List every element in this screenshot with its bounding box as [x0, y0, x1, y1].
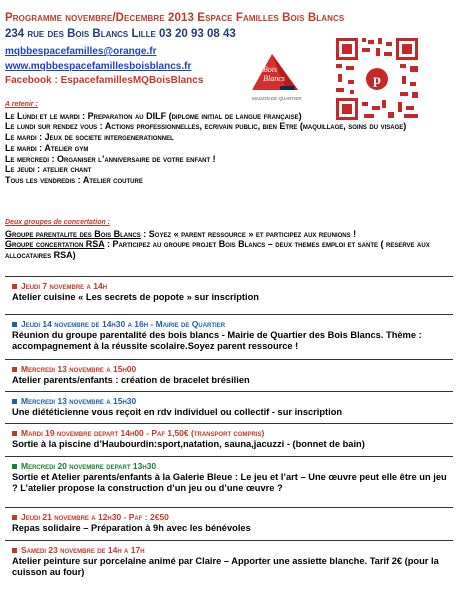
event-text: Atelier cuisine « Les secrets de popote » sur inscription	[12, 292, 259, 302]
divider	[5, 276, 453, 277]
website-link[interactable]: www.mqbbespacefamillesboisblancs.fr	[5, 61, 192, 72]
bullet-icon	[12, 431, 17, 436]
concertation-group-2: Groupe concertation RSA : Participez au groupe projet Bois Blancs – deux themes emploi et sante ( reserve aux allocataires RSA)	[5, 239, 430, 261]
logo-text-top: Bois	[262, 65, 278, 74]
divider	[5, 540, 453, 541]
facebook-link[interactable]: Facebook : EspacefamillesMQBoisBlancs	[5, 75, 204, 86]
event-date: Mercredi 20 novembre depart 13h30	[12, 461, 156, 471]
email-link[interactable]: mqbbespacefamilles@orange.fr	[5, 46, 157, 57]
concertation-label: Deux groupes de concertation :	[5, 219, 111, 226]
event-text: Repas solidaire – Préparation à 9h avec les bénévoles	[12, 523, 251, 533]
bullet-icon	[12, 548, 17, 553]
a-retenir-section	[5, 100, 453, 186]
event-date: Samedi 23 novembre de 14h a 17h	[12, 545, 145, 555]
bullet-icon	[12, 399, 17, 404]
a-retenir-item: Le lundi sur rendez vous : Actions professionnelles, ecrivain public, bien Etre (maquillage, soins du visage)	[5, 121, 407, 132]
bullet-icon	[12, 515, 17, 520]
event-text: Une diététicienne vous reçoit en rdv individuel ou collectif - sur inscription	[12, 407, 343, 417]
event-date: Mardi 19 novembre depart 14h00 - Paf 1,50€ (transport compris)	[12, 428, 264, 438]
divider	[5, 314, 453, 315]
concertation-section	[5, 218, 453, 261]
logo-caption: MAISON DE QUARTIER	[252, 96, 302, 101]
bois-blancs-logo	[246, 50, 308, 98]
logo-text-bottom: Blancs	[263, 74, 285, 83]
a-retenir-label: A retenir :	[5, 101, 38, 108]
event-text: Atelier parents/enfants : création de bracelet brésilien	[12, 375, 250, 385]
a-retenir-item: Le mardi : Jeux de societe intergenerationnel	[5, 132, 174, 143]
divider	[5, 423, 453, 424]
event-text: Sortie et Atelier parents/enfants à la Galerie Bleue : Le jeu et l’art – Une œuvre peut elle être un jeu ? L’atelier propose la construction d’un jeu ou d’une œuvre ?	[12, 472, 447, 493]
a-retenir-item: Le jeudi : atelier chant	[5, 164, 92, 175]
event-date: Jeudi 21 novembre a 12h30 - Paf : 2€50	[12, 512, 169, 522]
event-date: Mercredi 13 novembre a 15h30	[12, 396, 136, 406]
event-text: Réunion du groupe parentalité des bois blancs - Mairie de Quartier des Bois Blancs. Thème : accompagnement à la réussite scolaire.Soyez parent ressource !	[12, 330, 422, 351]
concertation-group-1: Groupe parentalite des Bois Blancs : Soyez « parent ressource » et participez aux reunions !	[5, 228, 357, 239]
header-address: 234 rue des Bois Blancs Lille 03 20 93 08 43	[5, 28, 236, 40]
event-date: Mercredi 13 novembre a 15h00	[12, 364, 136, 374]
bullet-icon	[12, 284, 17, 289]
a-retenir-item: Le mercredi : Organiser l’anniversaire de votre enfant !	[5, 153, 216, 164]
bullet-icon	[12, 367, 17, 372]
divider	[5, 507, 453, 508]
event-date: Jeudi 7 novembre a 14h	[12, 281, 107, 291]
bullet-icon	[12, 322, 17, 327]
header-title: Programme novembre/Decembre 2013 Espace Familles Bois Blancs	[5, 12, 345, 24]
divider	[5, 359, 453, 360]
a-retenir-item: Le Lundi et le mardi : Preparation au DILF (diplome initial de langue française)	[5, 110, 302, 121]
a-retenir-item: Tous les vendredis : Atelier couture	[5, 174, 143, 185]
event-date: Jeudi 14 novembre de 14h30 a 16h - Mairie de Quartier	[12, 319, 225, 329]
a-retenir-item: Le mardi : Atelier gym	[5, 142, 89, 153]
svg-text:p: p	[373, 73, 381, 88]
event-text: Sortie à la piscine d’Haubourdin:sport,natation, sauna,jacuzzi - (bonnet de bain)	[12, 439, 365, 449]
divider	[5, 456, 453, 457]
bullet-icon	[12, 464, 17, 469]
divider	[5, 391, 453, 392]
event-text: Atelier peinture sur porcelaine animé par Claire – Apporter une assiette blanche. Tarif 2€ (pour la cuisson au four)	[12, 556, 439, 577]
